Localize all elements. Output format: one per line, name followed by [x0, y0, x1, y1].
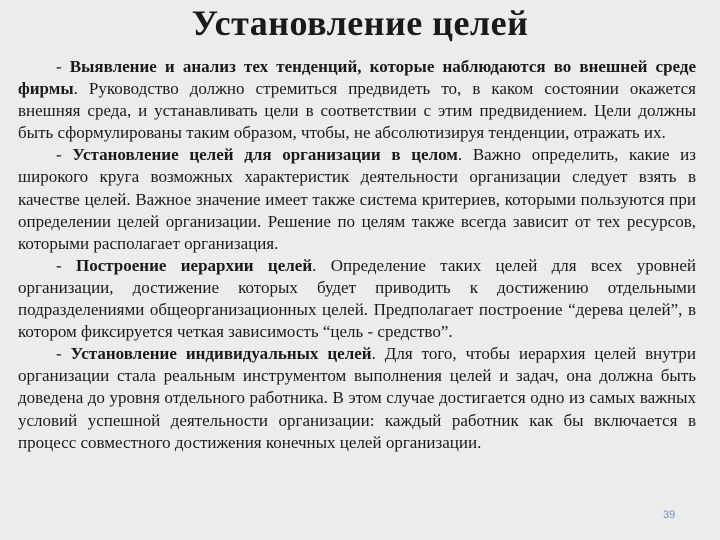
paragraph-heading: Установление целей для организации в целом [72, 145, 458, 165]
slide-body [18, 56, 696, 454]
paragraph-dash: - [56, 255, 76, 275]
paragraph-individual-goals [18, 343, 696, 453]
slide-title: Установление целей [191, 3, 529, 43]
paragraph-dash: - [56, 344, 71, 364]
paragraph-dash: - [56, 57, 70, 76]
paragraph-heading: Построение иерархии целей [75, 255, 313, 275]
paragraph-organization-goals [18, 144, 696, 254]
paragraph-dash: - [56, 145, 73, 165]
paragraph-heading: Установление индивидуальных целей [70, 344, 372, 364]
paragraph-external-trends [18, 56, 696, 144]
paragraph-heading: Выявление и анализ тех тенденций, которые наблюдаются во внешней среде фирмы [18, 57, 696, 99]
paragraph-text: . Руководство должно стремиться предвидеть то, в каком состоянии окажется внешняя среда, и устанавливать цели в соответствии с этим предвидением. Цели должны быть сформулированы таким образом, чтобы, не абсолютизируя тенденции, отражать их. [18, 79, 696, 143]
paragraph-text: . Для того, чтобы иерархия целей внутри организации стала реальным инструментом выполнения целей и задач, она должна быть доведена до уровня отдельного работника. В этом случае достигается одно из самых важных условий успешной деятельности организации: каждый работник как бы включается в процесс совместного достижения конечных целей организации. [18, 344, 696, 452]
page-number: 39 [663, 509, 676, 521]
paragraph-text: . Определение таких целей для всех уровней организации, достижение которых будет приводить к достижению отдельными подразделениями общеорганизационных целей. Предполагает построение “дерева целей”, в котором фиксируется четкая зависимость “цель - средство”. [18, 255, 696, 342]
paragraph-goal-hierarchy [18, 255, 696, 343]
paragraph-text: . Важно определить, какие из широкого круга возможных характеристик деятельности организации следует взять в качестве целей. Важное значение имеет также система критериев, которыми пользуются при определении целей организации. Решение по целям также всегда зависит от тех ресурсов, которыми располагает организация. [18, 145, 696, 253]
